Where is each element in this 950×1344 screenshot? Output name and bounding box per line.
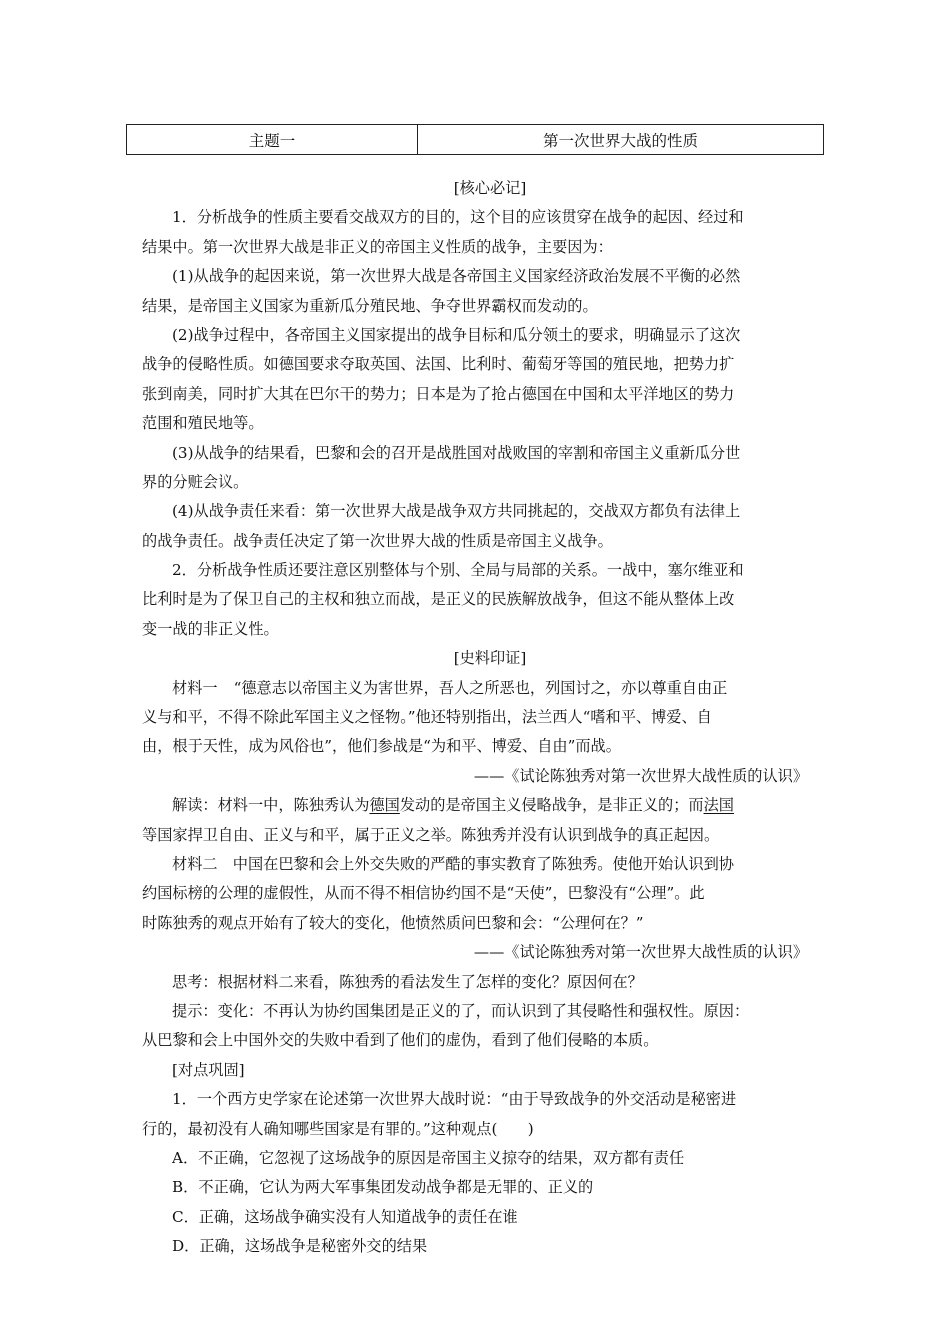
core-point-4-line-1: (3)从战争的结果看，巴黎和会的召开是战胜国对战败国的宰割和帝国主义重新瓜分世 [172, 443, 741, 462]
material-1-label: 材料一 [172, 678, 218, 697]
core-point-3-line-2: 战争的侵略性质。如德国要求夺取英国、法国、比利时、葡萄牙等国的殖民地，把势力扩 [142, 355, 735, 374]
topic-number: 主题一 [127, 125, 418, 154]
topic-title: 第一次世界大战的性质 [542, 131, 698, 150]
core-point-5-line-2: 的战争责任。战争责任决定了第一次世界大战的性质是帝国主义战争。 [142, 531, 613, 550]
material-1-quote-start: “德意志以帝国主义为害世界，吾人之所恶也，列国讨之，亦以尊重自由正 [233, 678, 728, 697]
underlined-germany: 德国 [369, 796, 400, 815]
core-point-1-line-1: 1．分析战争的性质主要看交战双方的目的，这个目的应该贯穿在战争的起因、经过和 [172, 208, 744, 227]
question-1-line-2: 行的，最初没有人确知哪些国家是有罪的。”这种观点( ) [142, 1119, 534, 1138]
option-c: C．正确，这场战争确实没有人知道战争的责任在谁 [172, 1207, 518, 1226]
core-point-6-line-2: 比利时是为了保卫自己的主权和独立而战，是正义的民族解放战争，但这不能从整体上改 [142, 590, 735, 609]
core-point-6-line-3: 变一战的非正义性。 [142, 619, 279, 638]
material-1-line-1 [172, 674, 808, 703]
think-question: 思考：根据材料二来看，陈独秀的看法发生了怎样的变化？原因何在？ [172, 972, 643, 991]
interpretation-text-b: 发动的是帝国主义侵略战争，是非正义的；而 [399, 796, 704, 815]
core-heading: [核心必记] [453, 179, 527, 197]
interpretation-line-1 [172, 791, 808, 820]
interpretation-line-2: 等国家捍卫自由、正义与和平，属于正义之举。陈独秀并没有认识到战争的真正起因。 [142, 825, 720, 844]
material-2-source: ——《试论陈独秀对第一次世界大战性质的认识》 [473, 943, 808, 962]
interpretation-text-a: 解读：材料一中，陈独秀认为 [172, 796, 370, 815]
question-1-line-1: 1．一个西方史学家在论述第一次世界大战时说：“由于导致战争的外交活动是秘密进 [172, 1090, 737, 1109]
topic-table [126, 124, 824, 155]
core-point-5-line-1: (4)从战争责任来看：第一次世界大战是战争双方共同挑起的，交战双方都负有法律上 [172, 502, 741, 521]
core-point-2-line-1: (1)从战争的起因来说，第一次世界大战是各帝国主义国家经济政治发展不平衡的必然 [172, 267, 741, 286]
core-point-2-line-2: 结果，是帝国主义国家为重新瓜分殖民地、争夺世界霸权而发动的。 [142, 296, 598, 315]
underlined-france: 法国 [703, 796, 734, 815]
core-point-1-line-2: 结果中。第一次世界大战是非正义的帝国主义性质的战争，主要因为： [142, 237, 613, 256]
material-2-line-3: 时陈独秀的观点开始有了较大的变化，他愤然质问巴黎和会：“公理何在？” [142, 913, 644, 932]
core-point-3-line-4: 范围和殖民地等。 [142, 414, 264, 433]
material-1-line-3: 由，根于天性，成为风俗也”，他们参战是“为和平、博爱、自由”而战。 [142, 737, 621, 756]
hint-line-2: 从巴黎和会上中国外交的失败中看到了他们的虚伪，看到了他们侵略的本质。 [142, 1031, 659, 1050]
document-body [142, 174, 808, 1261]
material-1-line-2: 义与和平，不得不除此军国主义之怪物。”他还特别指出，法兰西人“嗜和平、博爱、自 [142, 708, 712, 727]
core-point-3-line-1: (2)战争过程中，各帝国主义国家提出的战争目标和瓜分领土的要求，明确显示了这次 [172, 325, 741, 344]
material-2-line-1: 材料二 中国在巴黎和会上外交失败的严酷的事实教育了陈独秀。使他开始认识到协 [172, 854, 734, 873]
option-b: B．不正确，它认为两大军事集团发动战争都是无罪的、正义的 [172, 1178, 594, 1197]
option-a: A．不正确，它忽视了这场战争的原因是帝国主义掠夺的结果，双方都有责任 [172, 1148, 685, 1167]
core-point-3-line-3: 张到南美，同时扩大其在巴尔干的势力；日本是为了抢占德国在中国和太平洋地区的势力 [142, 384, 735, 403]
hint-line-1: 提示：变化：不再认为协约国集团是正义的了，而认识到了其侵略性和强权性。原因： [172, 1001, 750, 1020]
core-point-6-line-1: 2．分析战争性质还要注意区别整体与个别、全局与局部的关系。一战中，塞尔维亚和 [172, 561, 744, 580]
material-2-line-2: 约国标榜的公理的虚假性，从而不得不相信协约国不是“天使”，巴黎没有“公理”。此 [142, 884, 705, 903]
option-d: D．正确，这场战争是秘密外交的结果 [172, 1237, 428, 1256]
historical-heading: [史料印证] [453, 649, 527, 668]
practice-heading: [对点巩固] [172, 1060, 245, 1079]
core-point-4-line-2: 界的分赃会议。 [142, 472, 249, 491]
material-1-source: ——《试论陈独秀对第一次世界大战性质的认识》 [473, 766, 808, 785]
